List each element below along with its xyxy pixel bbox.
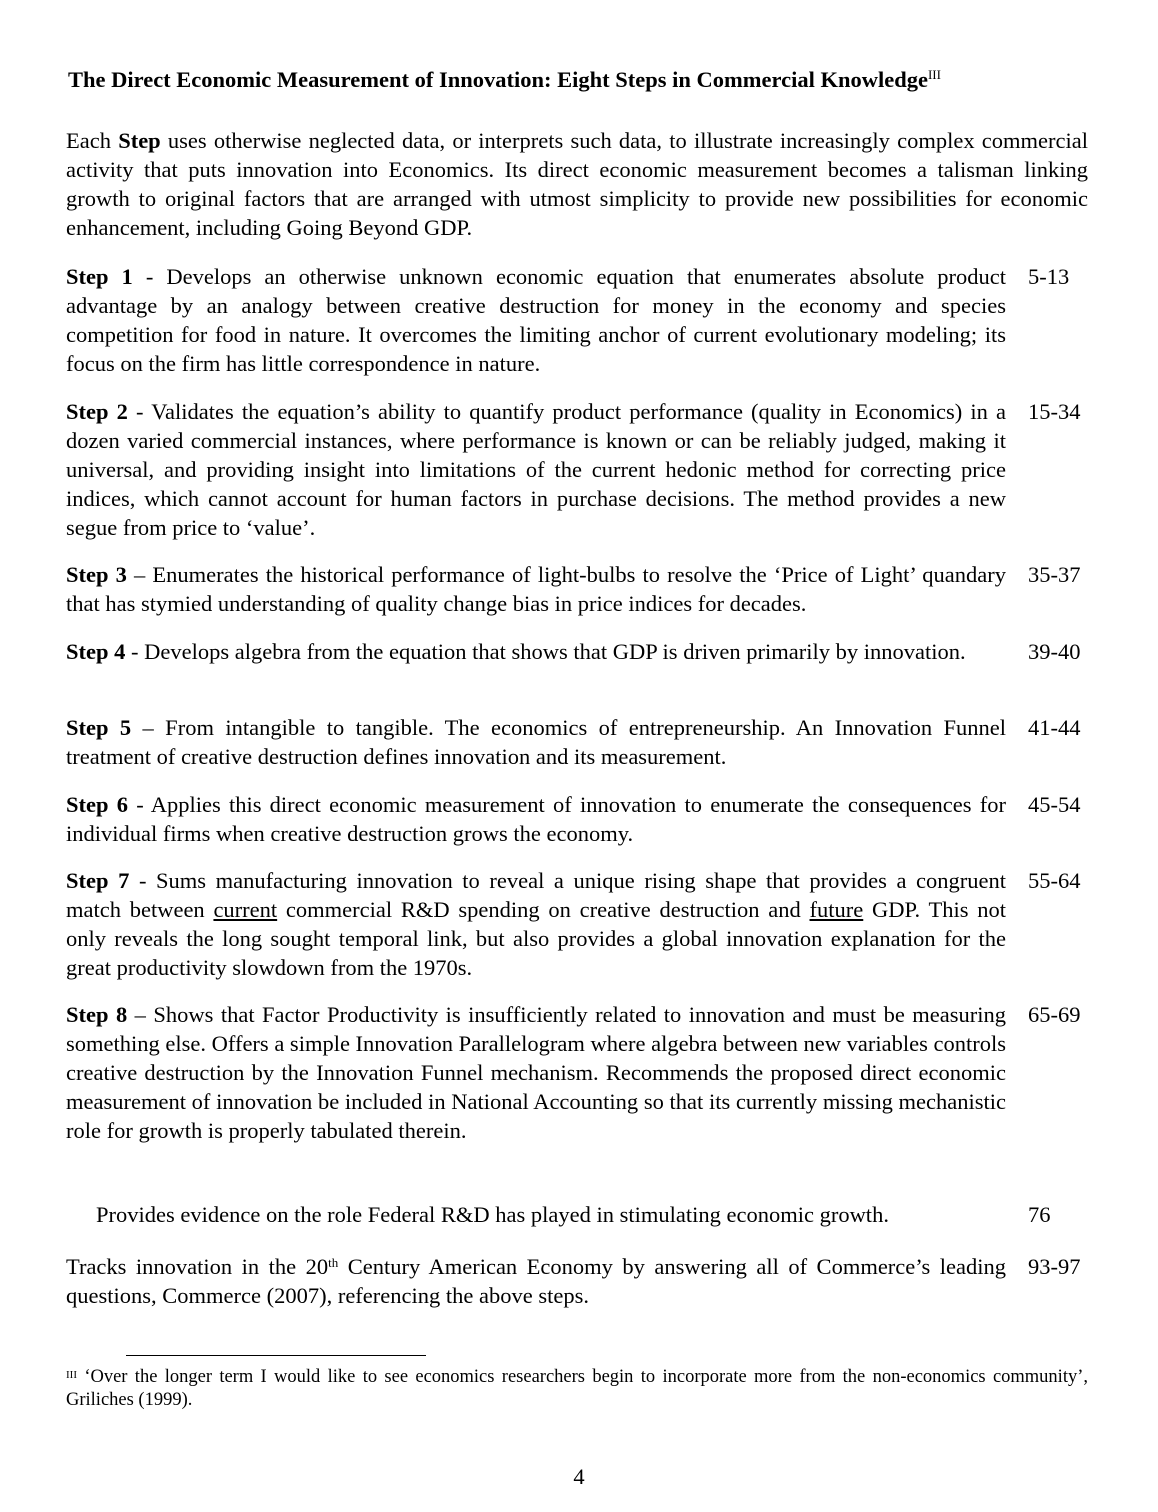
- step-2-pages: 15-34: [1028, 399, 1081, 424]
- step-7-underlined-future: future: [809, 897, 864, 922]
- step-2-row: [66, 397, 1090, 542]
- tracks-text-before: Tracks innovation in the 20: [66, 1254, 329, 1279]
- tracks-text-after: Century American Economy by answering all of Commerce’s leading questions, Commerce (2007), referencing the above steps.: [66, 1254, 1006, 1308]
- federal-rd-note: [96, 1200, 1086, 1229]
- intro-text-before: Each: [66, 128, 119, 153]
- step-2-label: Step 2: [66, 399, 128, 424]
- tracks-innovation-pages: 93-97: [1028, 1254, 1081, 1279]
- tracks-innovation-row: [66, 1252, 1090, 1310]
- federal-rd-pages: 76: [1028, 1202, 1051, 1227]
- step-7-pages: 55-64: [1028, 868, 1081, 893]
- step-7-text: [66, 866, 1006, 982]
- step-7-row: [66, 866, 1090, 982]
- tracks-superscript: th: [328, 1255, 339, 1270]
- footnote-text: ‘Over the longer term I would like to see economics researchers begin to incorporate more from the non-economics community’, Griliches (1999).: [66, 1367, 1088, 1410]
- tracks-innovation-text: [66, 1252, 1006, 1310]
- step-4-row: [66, 637, 1090, 666]
- intro-paragraph: [66, 126, 1088, 242]
- step-6-pages: 45-54: [1028, 792, 1081, 817]
- title-footnote-marker: III: [927, 67, 941, 82]
- step-5-pages: 41-44: [1028, 715, 1081, 740]
- step-6-description: - Applies this direct economic measurement of innovation to enumerate the consequences for individual firms when creative destruction grows the economy.: [66, 792, 1006, 846]
- step-3-description: – Enumerates the historical performance of light-bulbs to resolve the ‘Price of Light’ quandary that has stymied understanding of quality change bias in price indices for decades.: [66, 562, 1006, 616]
- step-1-pages: 5-13: [1028, 264, 1070, 289]
- step-7-description-a: - Sums manufacturing innovation to reveal a unique rising shape that provides a congruent match between: [66, 868, 1006, 922]
- step-5-label: Step 5: [66, 715, 132, 740]
- step-4-label: Step 4: [66, 639, 126, 664]
- intro-text-after: uses otherwise neglected data, or interprets such data, to illustrate increasingly complex commercial activity that puts innovation into Economics. Its direct economic measurement becomes a talisman linking growth to original factors that are arranged with utmost simplicity to provide new possibilities for economic enhancement, including Going Beyond GDP.: [66, 128, 1088, 240]
- step-2-description: - Validates the equation’s ability to quantify product performance (quality in Economics) in a dozen varied commercial instances, where performance is known or can be reliably judged, making it universal, and providing insight into limitations of the current hedonic method for correcting price indices, which cannot account for human factors in purchase decisions. The method provides a new segue from price to ‘value’.: [66, 399, 1006, 540]
- page-number: 4: [573, 1464, 585, 1489]
- step-8-text: [66, 1000, 1006, 1145]
- step-5-row: [66, 713, 1090, 771]
- title-text: The Direct Economic Measurement of Innovation: Eight Steps in Commercial Knowledge: [68, 67, 928, 92]
- step-4-text: [66, 637, 1006, 666]
- step-8-label: Step 8: [66, 1002, 128, 1027]
- step-4-pages: 39-40: [1028, 639, 1081, 664]
- federal-rd-text: Provides evidence on the role Federal R&D has played in stimulating economic growth.: [96, 1202, 889, 1227]
- step-5-text: [66, 713, 1006, 771]
- document-title: [68, 62, 1088, 98]
- step-7-underlined-current: current: [213, 897, 278, 922]
- step-1-description: - Develops an otherwise unknown economic equation that enumerates absolute product advantage by an analogy between creative destruction for money in the economy and species competition for food in nature. It overcomes the limiting anchor of current evolutionary modeling; its focus on the firm has little correspondence in nature.: [66, 264, 1006, 376]
- step-7-description-b: commercial R&D spending on creative destruction and: [277, 897, 810, 922]
- step-6-text: [66, 790, 1006, 848]
- step-4-description: - Develops algebra from the equation that shows that GDP is driven primarily by innovation.: [125, 639, 966, 664]
- step-2-text: [66, 397, 1006, 542]
- step-1-text: [66, 262, 1006, 378]
- step-5-description: – From intangible to tangible. The economics of entrepreneurship. An Innovation Funnel treatment of creative destruction defines innovation and its measurement.: [66, 715, 1007, 769]
- step-6-row: [66, 790, 1090, 848]
- step-1-label: Step 1: [66, 264, 133, 289]
- step-8-description: – Shows that Factor Productivity is insufficiently related to innovation and must be measuring something else. Offers a simple Innovation Parallelogram where algebra between new variables controls creative destruction by the Innovation Funnel mechanism. Recommends the proposed direct economic measurement of innovation be included in National Accounting so that its currently missing mechanistic role for growth is properly tabulated therein.: [66, 1002, 1006, 1143]
- footnote: [66, 1366, 1088, 1412]
- step-1-row: [66, 262, 1090, 378]
- step-3-pages: 35-37: [1028, 562, 1081, 587]
- footnote-separator: [126, 1355, 426, 1356]
- step-7-description-c: GDP. This not only reveals the long sought temporal link, but also provides a global innovation explanation for the great productivity slowdown from the 1970s.: [66, 897, 1006, 980]
- step-8-pages: 65-69: [1028, 1002, 1081, 1027]
- step-8-row: [66, 1000, 1090, 1145]
- step-3-text: [66, 560, 1006, 618]
- footnote-marker: III: [66, 1369, 77, 1381]
- intro-bold-step: Step: [118, 128, 161, 153]
- step-6-label: Step 6: [66, 792, 128, 817]
- step-3-row: [66, 560, 1090, 618]
- step-7-label: Step 7: [66, 868, 130, 893]
- step-3-label: Step 3: [66, 562, 127, 587]
